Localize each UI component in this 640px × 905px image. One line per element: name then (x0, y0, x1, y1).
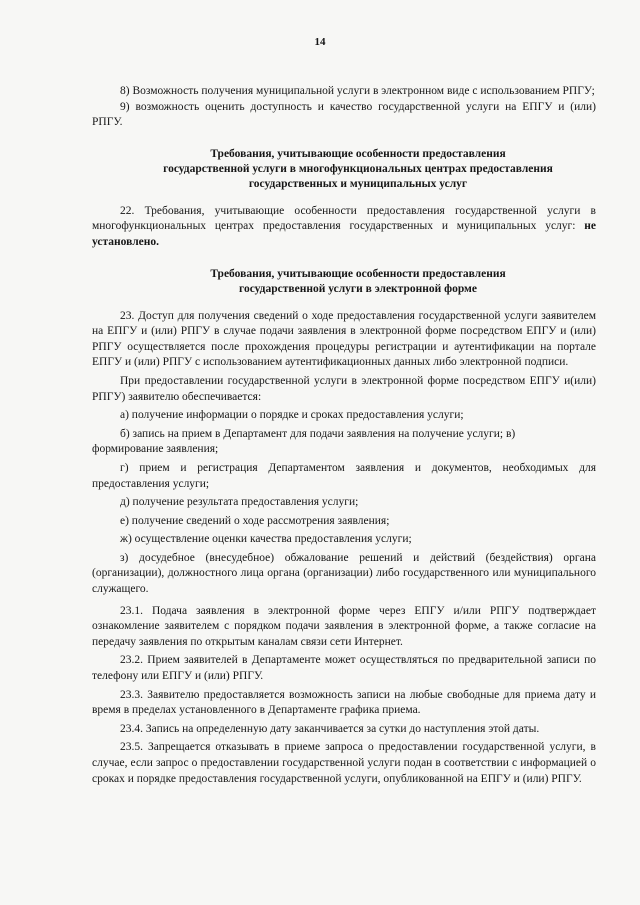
section-heading-mfc (92, 147, 596, 192)
paragraph-22-value: не установлено. (92, 220, 597, 248)
list-item-zh: ж) осуществление оценки качества предоставления услуги; (120, 533, 412, 546)
section-heading-line: государственной услуги в многофункциональных центрах предоставления (163, 162, 553, 175)
list-item-z: з) досудебное (внесудебное) обжалование решений и действий (бездействия) органа (организации), должностного лица органа (организации) либо государственного или муниципального служащего. (92, 551, 596, 596)
list-item-e: е) получение сведений о ходе рассмотрения заявления; (120, 514, 390, 527)
page-number: 14 (314, 36, 326, 48)
paragraph-23: 23. Доступ для получения сведений о ходе предоставления государственной услуги заявителем на ЕПГУ и (или) РПГУ в случае подачи заявления в электронной форме посредством ЕПГУ и (или) РПГУ осуществляется после прохождения процедуры регистрации и аутентификации на портале ЕПГУ и (или) РПГУ с использованием аутентификационных данных либо электронной подписи. (92, 309, 596, 369)
list-item-b-line-1: б) запись на прием в Департамент для подачи заявления на получение услуги; в) (120, 427, 516, 440)
paragraph-ensured: При предоставлении государственной услуги в электронной форме посредством ЕПГУ и(или) РПГУ) заявителю обеспечивается: (92, 374, 596, 403)
section-heading-line: Требования, учитывающие особенности предоставления (210, 267, 506, 280)
intro-item-9: 9) возможность оценить доступность и качество государственной услуги на ЕПГУ и (или) РПГУ. (92, 100, 596, 129)
section-heading-electronic (92, 267, 596, 297)
list-item-b-line-2: формирование заявления; (92, 443, 219, 456)
list-item-g: г) прием и регистрация Департаментом заявления и документов, необходимых для предоставления услуги; (92, 461, 596, 490)
intro-item-8: 8) Возможность получения муниципальной услуги в электронном виде с использованием РПГУ; (120, 85, 595, 97)
paragraph-22 (92, 204, 596, 251)
paragraph-23-3: 23.3. Заявителю предоставляется возможность записи на любые свободные для приема дату и время в пределах установленного в Департаменте графика приема. (92, 688, 596, 717)
list-item-a: а) получение информации о порядке и сроках предоставления услуги; (120, 409, 464, 422)
list-item-b (92, 427, 596, 458)
page-content (92, 84, 596, 787)
paragraph-23-5: 23.5. Запрещается отказывать в приеме запроса о предоставлении государственной услуги, в случае, если запрос о предоставлении государственной услуги подан в соответствии с информацией о сроках и порядке предоставления государственной услуги, опубликованной на ЕПГУ и (или) РПГУ. (92, 741, 596, 785)
section-heading-line: государственной услуги в электронной форме (239, 282, 477, 295)
paragraph-23-1: 23.1. Подача заявления в электронной форме через ЕПГУ и/или РПГУ подтверждает ознакомление заявителем с порядком подачи заявления в электронной форме, а также согласие на передачу заявления по открытым каналам связи сети Интернет. (92, 604, 596, 648)
paragraph-23-4: 23.4. Запись на определенную дату заканчивается за сутки до наступления этой даты. (120, 722, 540, 735)
paragraph-23-2: 23.2. Прием заявителей в Департаменте может осуществляться по предварительной записи по телефону или ЕПГУ и (или) РПГУ. (92, 654, 596, 683)
section-heading-line: государственных и муниципальных услуг (248, 177, 468, 190)
list-item-d: д) получение результата предоставления услуги; (120, 496, 359, 509)
section-heading-line: Требования, учитывающие особенности предоставления (210, 147, 506, 160)
paragraph-22-text: 22. Требования, учитывающие особенности предоставления государственной услуги в многофункциональных центрах предоставления государственных и муниципальных услуг: (92, 204, 596, 233)
